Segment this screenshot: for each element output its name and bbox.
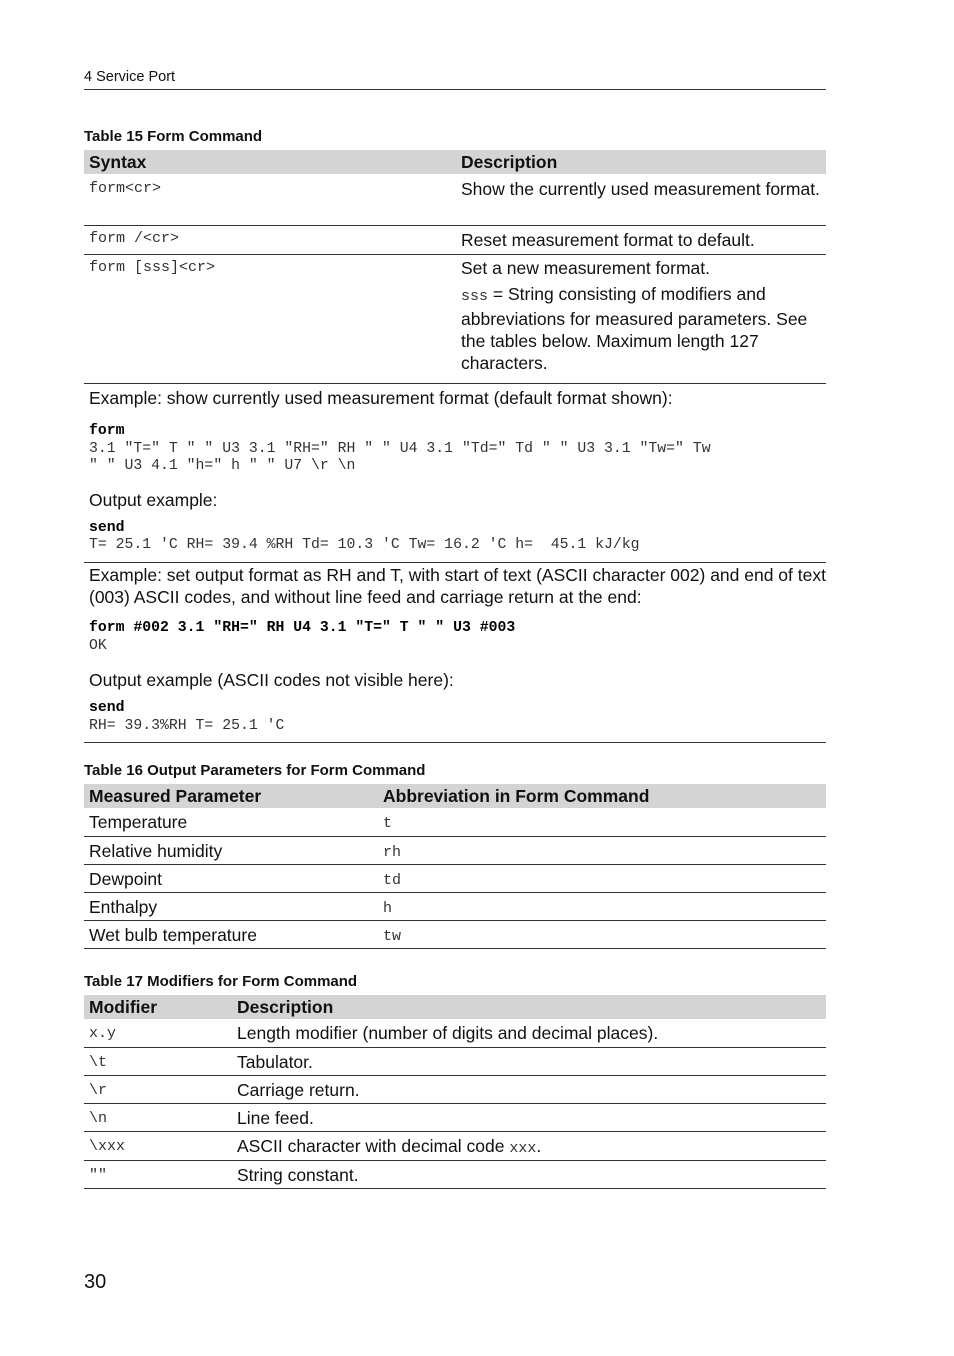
page-number: 30 — [84, 1271, 107, 1293]
modifier-cell: \n — [84, 1103, 232, 1131]
syntax-cell: form [sss]<cr> — [84, 254, 456, 383]
table-15-caption: Table 15 Form Command — [84, 128, 263, 145]
modifier-cell: \xxx — [84, 1131, 232, 1160]
example-intro: Example: show currently used measurement format (default format shown): — [89, 388, 673, 408]
command-line: form #002 3.1 "RH=" RH U4 3.1 "T=" T " " U3 #003 — [89, 620, 516, 636]
parameter-cell: Relative humidity — [84, 836, 378, 864]
description-cell: String constant. — [232, 1160, 826, 1188]
example-block-1 — [84, 387, 826, 555]
parameter-cell: Dewpoint — [84, 864, 378, 892]
abbreviation-cell: tw — [378, 920, 826, 948]
table-row — [84, 892, 826, 920]
table-row — [84, 1131, 826, 1160]
table-header-row — [84, 150, 826, 174]
modifier-cell: \r — [84, 1075, 232, 1103]
table-row — [84, 254, 826, 383]
modifier-cell: \t — [84, 1047, 232, 1075]
code-sample — [84, 423, 826, 476]
divider — [84, 562, 826, 563]
code-sample — [84, 700, 826, 735]
description-text: . — [536, 1135, 542, 1156]
code-sample — [84, 620, 826, 655]
parameter-cell: Wet bulb temperature — [84, 920, 378, 948]
table-row — [84, 1075, 826, 1103]
column-header-syntax: Syntax — [84, 150, 456, 174]
table-17 — [84, 995, 826, 1189]
column-header-description: Description — [232, 995, 826, 1019]
description-paragraph — [461, 283, 821, 374]
description-cell — [456, 254, 826, 383]
description-cell: Tabulator. — [232, 1047, 826, 1075]
table-row — [84, 1019, 826, 1047]
syntax-cell: form /<cr> — [84, 225, 456, 254]
command-line: send — [89, 700, 125, 716]
description-cell: Carriage return. — [232, 1075, 826, 1103]
modifier-cell: x.y — [84, 1019, 232, 1047]
table-row — [84, 1103, 826, 1131]
inline-code: xxx — [509, 1139, 537, 1157]
syntax-cell: form<cr> — [84, 174, 456, 225]
abbreviation-cell: td — [378, 864, 826, 892]
command-line: form — [89, 423, 125, 439]
code-sample — [84, 520, 826, 555]
column-header-modifier: Modifier — [84, 995, 232, 1019]
table-row — [84, 836, 826, 864]
table-15 — [84, 150, 826, 384]
parameter-cell: Temperature — [84, 808, 378, 836]
table-header-row — [84, 995, 826, 1019]
table-row — [84, 1047, 826, 1075]
description-cell: Reset measurement format to default. — [456, 225, 826, 254]
inline-code: sss — [461, 287, 489, 305]
response-line: T= 25.1 'C RH= 39.4 %RH Td= 10.3 'C Tw= 16.2 'C h= 45.1 kJ/kg — [89, 537, 640, 553]
table-16 — [84, 784, 826, 949]
description-line: Set a new measurement format. — [461, 257, 710, 278]
response-line: OK — [89, 637, 107, 654]
table-header-row — [84, 784, 826, 808]
parameter-cell: Enthalpy — [84, 892, 378, 920]
modifier-cell: "" — [84, 1160, 232, 1188]
table-17-caption: Table 17 Modifiers for Form Command — [84, 973, 358, 990]
command-line: send — [89, 519, 125, 536]
description-text: = String consisting of modifiers and abbreviations for measured parameters. See the tables below. Maximum length 127 characters. — [461, 283, 808, 373]
response-line: RH= 39.3%RH T= 25.1 'C — [89, 717, 285, 734]
output-label: Output example (ASCII codes not visible here): — [89, 670, 454, 690]
table-row — [84, 225, 826, 254]
description-cell — [232, 1131, 826, 1160]
abbreviation-cell: rh — [378, 836, 826, 864]
description-text: ASCII character with decimal code — [237, 1135, 510, 1156]
column-header-parameter: Measured Parameter — [84, 784, 378, 808]
table-row — [84, 808, 826, 836]
table-row — [84, 1160, 826, 1188]
description-cell: Length modifier (number of digits and decimal places). — [232, 1019, 826, 1047]
description-cell: Show the currently used measurement format. — [456, 174, 826, 225]
running-head: 4 Service Port — [84, 69, 826, 90]
table-row — [84, 174, 826, 225]
description-cell: Line feed. — [232, 1103, 826, 1131]
example-intro: Example: set output format as RH and T, with start of text (ASCII character 002) and end of text (003) ASCII codes, and without line feed and carriage return at the end: — [89, 565, 826, 607]
output-label: Output example: — [89, 489, 218, 510]
abbreviation-cell: t — [378, 808, 826, 836]
table-row — [84, 920, 826, 948]
column-header-description: Description — [456, 150, 826, 174]
response-line: 3.1 "T=" T " " U3 3.1 "RH=" RH " " U4 3.1 "Td=" Td " " U3 3.1 "Tw=" Tw — [89, 440, 711, 457]
divider — [84, 742, 826, 743]
column-header-abbreviation: Abbreviation in Form Command — [378, 784, 826, 808]
table-16-caption: Table 16 Output Parameters for Form Command — [84, 762, 426, 779]
response-line: " " U3 4.1 "h=" h " " U7 \r \n — [89, 458, 356, 474]
abbreviation-cell: h — [378, 892, 826, 920]
example-block-2 — [84, 564, 826, 735]
table-row — [84, 864, 826, 892]
